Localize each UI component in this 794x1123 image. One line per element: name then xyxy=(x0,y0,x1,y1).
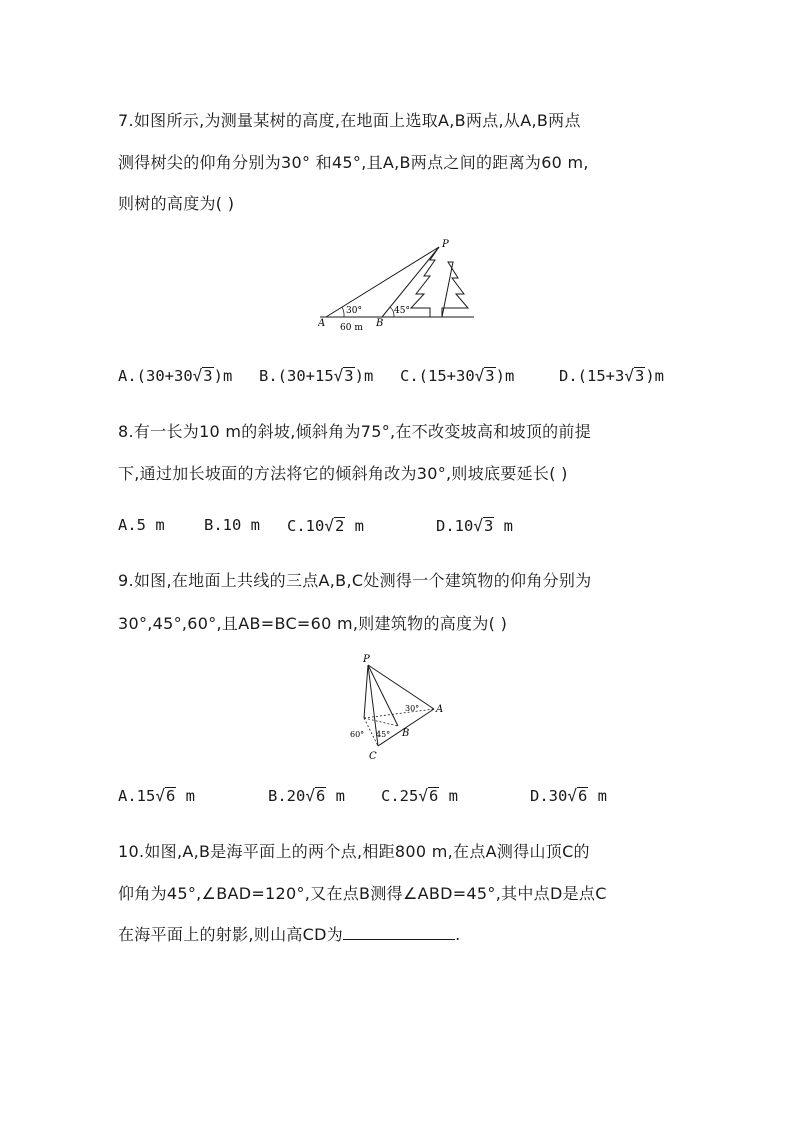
q8-option-d-pre: D.10 xyxy=(436,517,474,535)
q8-text-line1: 8.有一长为10 m的斜坡,倾斜角为75°,在不改变坡高和坡顶的前提 xyxy=(118,422,592,441)
q9-option-d[interactable]: D.30√6 m xyxy=(530,786,607,805)
q9-label-P: P xyxy=(363,654,370,665)
q9-label-C: C xyxy=(369,751,377,762)
q7-label-B: B xyxy=(376,318,384,329)
q9-option-c-pre: C.25 xyxy=(381,787,419,805)
q8-option-c-radicand: 2 xyxy=(334,517,345,535)
q9-option-c-radicand: 6 xyxy=(428,787,439,805)
q7-option-c-pre: C.(15+30 xyxy=(400,367,475,385)
q9-text-line2: 30°,45°,60°,且AB=BC=60 m,则建筑物的高度为( ) xyxy=(118,614,508,633)
q9-option-a-post: m xyxy=(176,787,195,805)
q8-option-b[interactable] xyxy=(204,516,260,534)
q7-angle-45: 45° xyxy=(394,306,410,316)
q10-text-line2: 仰角为45°,∠BAD=120°,又在点B测得∠ABD=45°,其中点D是点C xyxy=(118,884,607,903)
q8-option-a[interactable] xyxy=(118,516,165,534)
q8-option-c[interactable]: C.10√2 m xyxy=(287,516,364,535)
q10-answer-blank[interactable] xyxy=(343,925,455,940)
q9-angle-30: 30° xyxy=(405,704,420,713)
q7-text-line1: 7.如图所示,为测量某树的高度,在地面上选取A,B两点,从A,B两点 xyxy=(118,111,581,130)
q9-option-a-pre: A.15 xyxy=(118,787,156,805)
q9-label-B: B xyxy=(402,728,410,739)
q7-option-d-pre: D.(15+3 xyxy=(559,367,625,385)
q7-option-d-post: )m xyxy=(645,367,664,385)
q7-option-a-post: )m xyxy=(213,367,233,385)
q7-angle-30: 30° xyxy=(346,306,362,316)
q9-option-b-post: m xyxy=(326,787,345,805)
q10-line3-end: . xyxy=(455,925,461,944)
q7-label-P: P xyxy=(442,239,449,250)
q7-option-c[interactable]: C.(15+30√3)m xyxy=(400,366,515,385)
q9-option-c-post: m xyxy=(439,787,458,805)
q7-option-a-radicand: 3 xyxy=(203,367,213,385)
q9-option-a-radicand: 6 xyxy=(165,787,176,805)
q8-option-c-post: m xyxy=(345,517,364,535)
q9-option-c[interactable]: C.25√6 m xyxy=(381,786,458,805)
q9-option-b-pre: B.20 xyxy=(268,787,306,805)
q9-option-d-radicand: 6 xyxy=(577,787,588,805)
q7-option-a[interactable]: A.(30+30√3)m xyxy=(118,366,233,385)
q7-option-b[interactable]: B.(30+15√3)m xyxy=(259,366,374,385)
q7-text-line2: 测得树尖的仰角分别为30° 和45°,且A,B两点之间的距离为60 m, xyxy=(118,153,589,172)
q8-text-line2: 下,通过加长坡面的方法将它的倾斜角改为30°,则坡底要延长( ) xyxy=(118,464,568,483)
q9-option-b[interactable]: B.20√6 m xyxy=(268,786,345,805)
q9-label-A: A xyxy=(436,704,444,715)
q8-option-b-text: B.10 m xyxy=(204,516,260,534)
q9-angle-45: 45° xyxy=(376,730,391,739)
q7-option-c-post: )m xyxy=(495,367,515,385)
q7-option-b-radicand: 3 xyxy=(344,367,354,385)
q7-option-d-radicand: 3 xyxy=(634,367,645,385)
q7-tree-figure xyxy=(318,238,476,334)
q9-option-d-post: m xyxy=(588,787,607,805)
q7-option-a-pre: A.(30+30 xyxy=(118,367,193,385)
q8-option-d-post: m xyxy=(494,517,513,535)
q7-option-c-radicand: 3 xyxy=(485,367,495,385)
q7-option-b-post: )m xyxy=(354,367,374,385)
q10-text-line3 xyxy=(118,922,460,945)
q8-option-d-radicand: 3 xyxy=(483,517,494,535)
q9-building-figure xyxy=(345,652,450,764)
q9-angle-60: 60° xyxy=(350,730,365,739)
q7-text-line3: 则树的高度为( ) xyxy=(118,194,235,213)
q8-option-c-pre: C.10 xyxy=(287,517,325,535)
q7-dist-label: 60 m xyxy=(340,323,363,333)
q8-option-d[interactable]: D.10√3 m xyxy=(436,516,513,535)
q9-text-line1: 9.如图,在地面上共线的三点A,B,C处测得一个建筑物的仰角分别为 xyxy=(118,571,592,590)
q7-label-A: A xyxy=(318,318,326,329)
q9-option-a[interactable]: A.15√6 m xyxy=(118,786,195,805)
q10-text-line1: 10.如图,A,B是海平面上的两个点,相距800 m,在点A测得山顶C的 xyxy=(118,842,590,861)
q9-option-d-pre: D.30 xyxy=(530,787,568,805)
q9-option-b-radicand: 6 xyxy=(315,787,326,805)
q8-option-a-text: A.5 m xyxy=(118,516,165,534)
q7-option-d[interactable]: D.(15+3√3)m xyxy=(559,366,664,385)
q7-option-b-pre: B.(30+15 xyxy=(259,367,334,385)
q10-line3-text: 在海平面上的射影,则山高CD为 xyxy=(118,925,344,944)
